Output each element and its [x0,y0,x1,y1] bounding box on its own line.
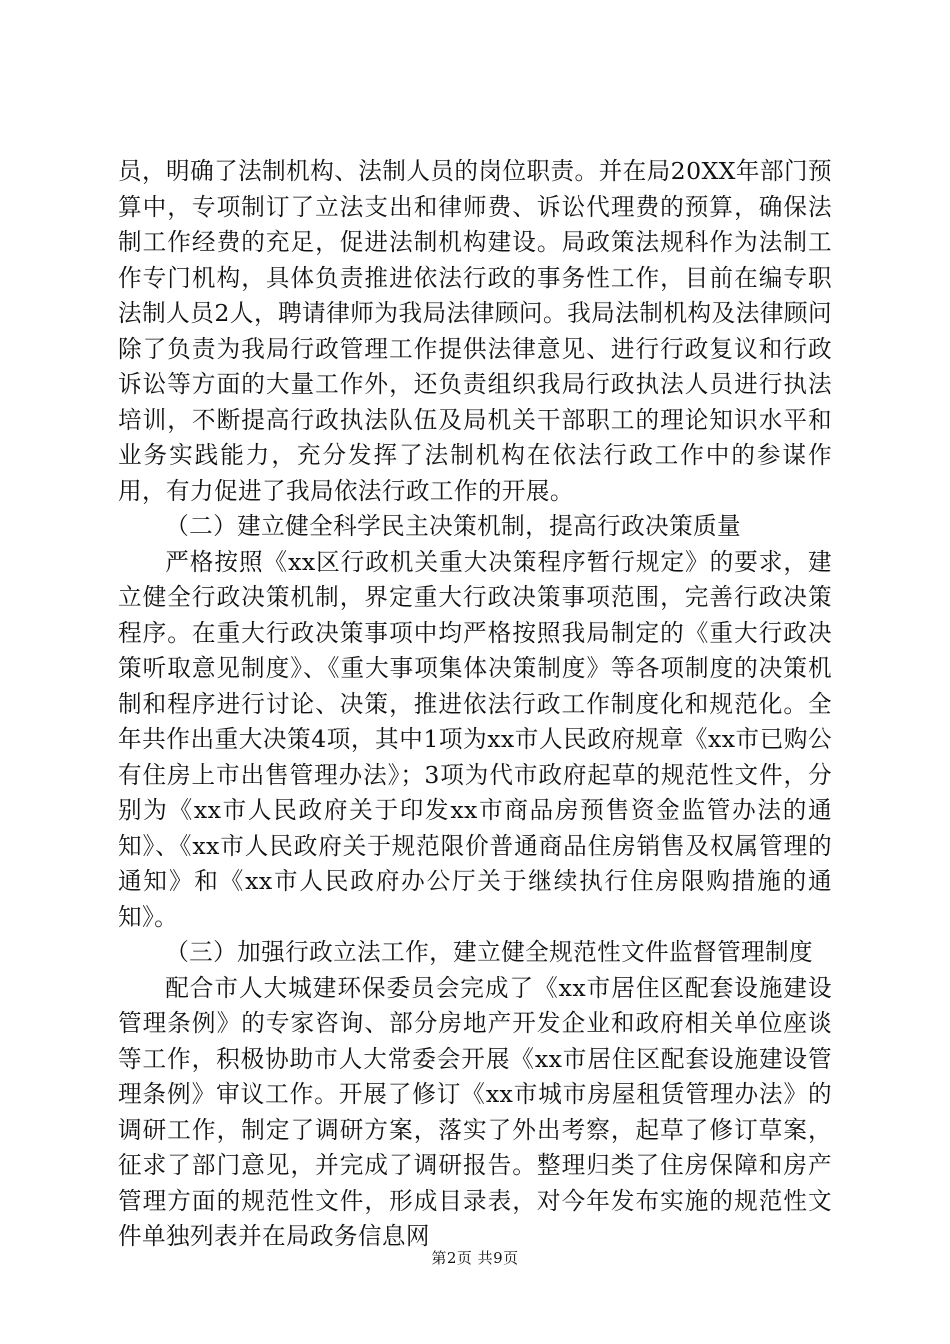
document-body [118,154,832,1255]
page-number-footer: 第2页 共9页 [431,1249,519,1267]
body-paragraph-continuation: 员，明确了法制机构、法制人员的岗位职责。并在局20XX年部门预算中，专项制订了立法支出和律师费、诉讼代理费的预算，确保法制工作经费的充足，促进法制机构建设。局政策法规科作为法制工作专门机构，具体负责推进依法行政的事务性工作，目前在编专职法制人员2人，聘请律师为我局法律顾问。我局法制机构及法律顾问除了负责为我局行政管理工作提供法律意见、进行行政复议和行政诉讼等方面的大量工作外，还负责组织我局行政执法人员进行执法培训，不断提高行政执法队伍及局机关干部职工的理论知识水平和业务实践能力，充分发挥了法制机构在依法行政工作中的参谋作用，有力促进了我局依法行政工作的开展。 [118,157,832,505]
body-paragraph-decision: 严格按照《xx区行政机关重大决策程序暂行规定》的要求，建立健全行政决策机制，界定重大行政决策事项范围，完善行政决策程序。在重大行政决策事项中均严格按照我局制定的《重大行政决策听取意见制度》、《重大事项集体决策制度》等各项制度的决策机制和程序进行讨论、决策，推进依法行政工作制度化和规范化。全年共作出重大决策4项，其中1项为xx市人民政府规章《xx市已购公有住房上市出售管理办法》；3项为代市政府起草的规范性文件，分别为《xx市人民政府关于印发xx市商品房预售资金监管办法的通知》、《xx市人民政府关于规范限价普通商品住房销售及权属管理的通知》和《xx市人民政府办公厅关于继续执行住房限购措施的通知》。 [118,547,832,931]
section-heading-2: （二）建立健全科学民主决策机制，提高行政决策质量 [165,512,742,540]
body-paragraph-legislation: 配合市人大城建环保委员会完成了《xx市居住区配套设施建设管理条例》的专家咨询、部分房地产开发企业和政府相关单位座谈等工作，积极协助市人大常委会开展《xx市居住区配套设施建设管理条例》审议工作。开展了修订《xx市城市房屋租赁管理办法》的调研工作，制定了调研方案，落实了外出考察，起草了修订草案，征求了部门意见，并完成了调研报告。整理归类了住房保障和房产管理方面的规范性文件，形成目录表，对今年发布实施的规范性文件单独列表并在局政务信息网 [118,973,832,1250]
section-heading-3: （三）加强行政立法工作，建立健全规范性文件监督管理制度 [165,938,814,966]
